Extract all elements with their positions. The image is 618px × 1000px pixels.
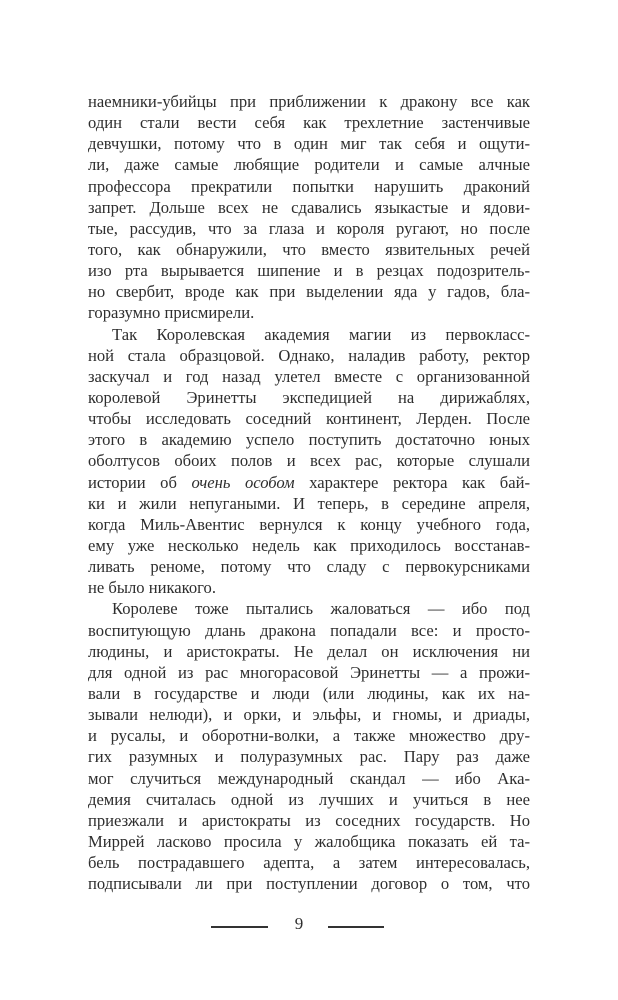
text-line: и русалы, и оборотни-волки, а также множество дру- [88,726,530,746]
page-footer [0,914,618,938]
emphasis-text: очень особом [191,472,295,492]
text-line: заскучал и год назад улетел вместе с организованной [88,366,530,386]
text-line: девчушки, потому что в один миг так себя и ощути- [88,134,530,154]
text-line: мог случиться международный скандал — ибо Ака- [88,768,530,788]
text-line: горазумно присмирели. [88,303,255,323]
text-segment: характере ректора как бай- [294,472,530,492]
text-line: демия считалась одной из лучших и учиться в нее [88,789,530,809]
text-line: оболтусов обоих полов и всех рас, которые слушали [88,451,530,471]
text-line: гих разумных и полуразумных рас. Пару раз даже [88,747,530,767]
text-line: бель пострадавшего адепта, а затем интересовалась, [88,853,530,873]
text-line: Миррей ласково просила у жалобщика показать ей та- [88,831,530,851]
text-line: наемники-убийцы при приближении к дракону все как [88,92,530,111]
text-line: ли, даже самые любящие родители и самые алчные [88,155,530,175]
text-line: того, как обнаружили, что вместо язвительных речей [88,239,530,259]
footer-rule-left [211,926,268,928]
text-line: этого в академию успело поступить достаточно юных [88,430,530,450]
text-line: запрет. Дольше всех не сдавались языкастые и ядови- [88,197,530,217]
text-line: ему уже несколько недель как приходилось восстанав- [88,535,530,555]
text-line: тые, рассудив, что за глаза и короля ругают, но после [88,218,530,238]
text-line: королевой Эринетты экспедицией на дирижаблях, [88,387,530,407]
text-line [88,472,530,493]
text-line: Так Королевская академия магии из первокласс- [112,324,530,344]
text-line: но свербит, вроде как при выделении яда у гадов, бла- [88,282,530,302]
text-line: когда Миль-Авентис вернулся к концу учебного года, [88,514,530,534]
page-number: 9 [294,914,304,933]
text-line-segments [88,472,530,493]
text-line: вали в государстве и люди (или людины, как их на- [88,683,530,703]
text-line: людины, и аристократы. Не делал он исключения ни [88,641,530,661]
text-line: чтобы исследовать соседний континент, Лерден. После [88,409,530,429]
text-line: изо рта вырывается шипение и в резцах подозритель- [88,261,530,281]
footer-rule-right [328,926,384,928]
text-line: ливать реноме, потому что сладу с первокурсниками [88,557,530,577]
text-line: для одной из рас многорасовой Эринетты — а прожи- [88,662,530,682]
text-segment: истории об [88,472,192,492]
text-line: не было никакого. [88,578,217,598]
text-line: ки и жили непугаными. И теперь, в середине апреля, [88,493,530,513]
text-line: зывали нелюди), и орки, и эльфы, и гномы, и дриады, [88,705,530,725]
text-line: приезжали и аристократы из соседних государств. Но [88,810,530,830]
text-line: Королеве тоже пытались жаловаться — ибо под [112,599,530,619]
text-line: ной стала образцовой. Однако, наладив работу, ректор [88,345,530,365]
text-line: один стали вести себя как трехлетние застенчивые [88,113,530,133]
text-line: подписывали ли при поступлении договор о том, что [88,874,530,894]
text-line: воспитующую длань дракона попадали все: и просто- [88,620,530,640]
page-body-text [88,91,530,894]
text-line: профессора прекратили попытки нарушить драконий [88,176,530,196]
